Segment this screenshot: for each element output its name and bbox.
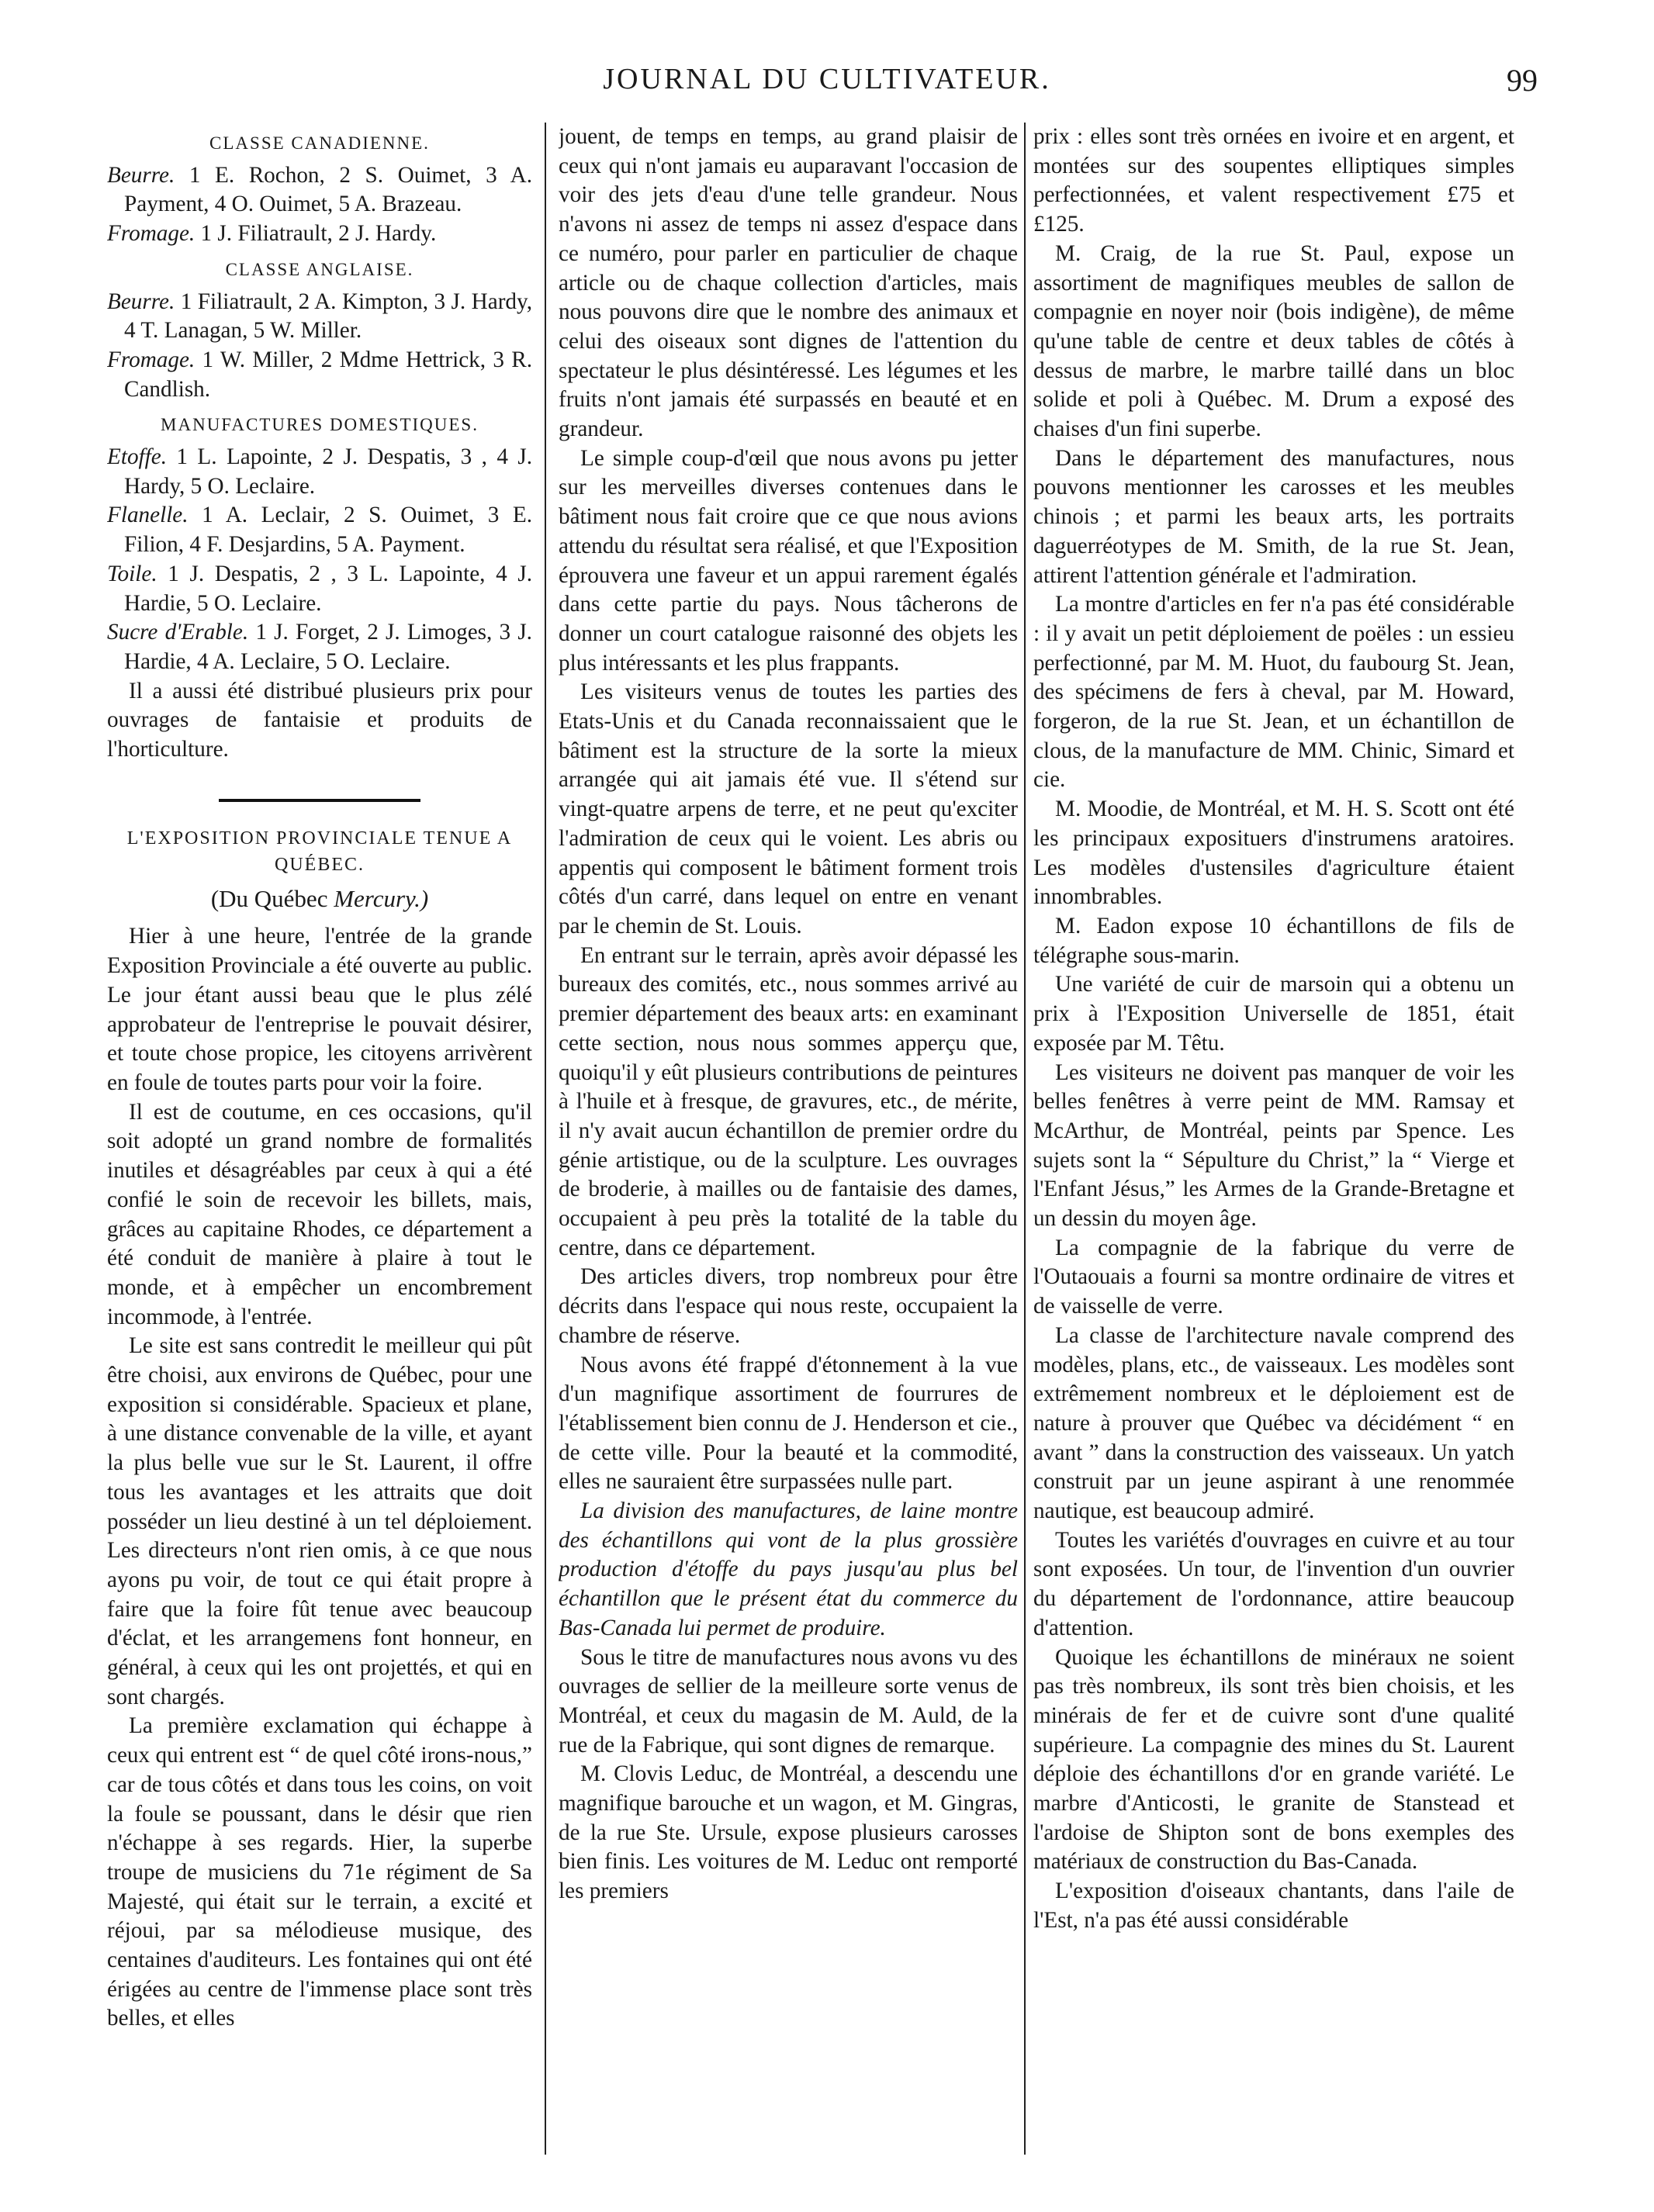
column-divider [545,123,546,2155]
paragraph: Hier à une heure, l'entrée de la grande Exposition Provinciale a été ouverte au public. Le jour étant aussi beau que le plus zélé approbateur de l'entreprise le pouvait désirer, et toute chose propice, les citoyens arrivèrent en foule de toutes parts pour voir la foire. [107,924,532,1095]
prize-winners: 1 Filiatrault, 2 A. Kimpton, 3 J. Hardy, 4 T. Lanagan, 5 W. Miller. [124,289,532,344]
paragraph: Il a aussi été distribué plusieurs prix pour ouvrages de fantaisie et produits de l'horticulture. [107,678,532,762]
paragraph: Toutes les variétés d'ouvrages en cuivre et au tour sont exposées. Un tour, de l'invention d'un ouvrier du département de l'ordonnance, attire beaucoup d'attention. [1033,1527,1514,1640]
prize-entry [107,219,532,249]
prize-label: Fromage. [107,347,196,372]
paragraph: La montre d'articles en fer n'a pas été considérable : il y avait un petit déploiement de poëles : un essieu perfectionné, par M. M. Huot, du faubourg St. Jean, des spécimens de fers à cheval, par M. Howard, forgeron, de la rue St. Jean, et un échantillon de clous, de la manufacture de MM. Chinic, Simard et cie. [1033,592,1514,793]
prize-list-anglaise [107,288,532,405]
prize-label: Beurre. [107,289,175,314]
paragraph: Nous avons été frappé d'étonnement à la vue d'un magnifique assortiment de fourrures de l'établissement bien connu de J. Henderson et cie., de cette ville. Pour la beauté et la commodité, elles ne sauraient être surpassées nulle part. [559,1352,1018,1495]
source-name: Mercury.) [334,884,429,912]
prize-label: Sucre d'Erable. [107,620,249,645]
prize-entry [107,501,532,559]
paragraph: Les visiteurs ne doivent pas manquer de voir les belles fenêtres à verre peint de MM. Ramsay et McArthur, de Montréal, peints par Spence. Les sujets sont la “ Sépulture du Christ,” la “ Vierge et l'Enfant Jésus,” les Armes de la Grande-Bretagne et un dessin du moyen âge. [1033,1059,1514,1232]
paragraph: M. Eadon expose 10 échantillons de fils de télégraphe sous-marin. [1033,913,1514,968]
column-divider [1024,123,1026,2155]
paragraph: En entrant sur le terrain, après avoir dépassé les bureaux des comités, etc., nous sommes arrivé au premier département des beaux arts: en examinant cette section, nous nous sommes apperçu que, quoiqu'il y eût plusieurs contributions de peintures à l'huile et à fresque, de gravures, etc., de mérite, il n'y avait aucun échantillon de premier ordre du génie artistique, ou de la sculpture. Les ouvrages de broderie, à mailles ou de fantaisie des dames, occupaient à peu près la totalité de la table du centre, dans ce département. [559,942,1018,1260]
section-heading-manufactures: MANUFACTURES DOMESTIQUES. [161,415,479,435]
prize-label: Flanelle. [107,503,189,528]
paragraph: Il est de coutume, en ces occasions, qu'il soit adopté un grand nombre de formalités inutiles et désagréables par ceux à qui a été confié le soin de recevoir les billets, mais, grâces au capitaine Rhodes, ce département a été conduit de manière à plaire à tout le monde, et à empêcher un encombrement incommode, à l'entrée. [107,1099,532,1329]
prize-entry [107,288,532,346]
prize-list-manufactures [107,443,532,677]
paragraph: M. Clovis Leduc, de Montréal, a descendu une magnifique barouche et un wagon, et M. Gingras, de la rue Ste. Ursule, expose plusieurs carosses bien finis. Les voitures de M. Leduc ont remporté les premiers [559,1761,1018,1904]
prize-winners: 1 L. Lapointe, 2 J. Despatis, 3 , 4 J. Hardy, 5 O. Leclaire. [124,444,532,499]
paragraph: Une variété de cuir de marsoin qui a obtenu un prix à l'Exposition Universelle de 1851, était exposée par M. Têtu. [1033,972,1514,1056]
prize-winners: 1 E. Rochon, 2 S. Ouimet, 3 A. Payment, 4 O. Ouimet, 5 A. Brazeau. [124,162,532,217]
prize-winners: 1 J. Despatis, 2 , 3 L. Lapointe, 4 J. Hardie, 5 O. Leclaire. [124,561,532,616]
prize-entry [107,618,532,676]
paragraph: M. Moodie, de Montréal, et M. H. S. Scott ont été les principaux exposituers d'instrumens aratoires. Les modèles d'ustensiles d'agriculture étaient innombrables. [1033,797,1514,910]
column-1 [107,123,532,2155]
article-heading: L'EXPOSITION PROVINCIALE TENUE A QUÉBEC. [126,828,513,875]
prize-label: Etoffe. [107,444,168,470]
paragraph: Les visiteurs venus de toutes les parties des Etats-Unis et du Canada reconnaissaient que le bâtiment est la structure de la sorte la mieux arrangée qui ait jamais été vue. Il s'étend sur vingt-quatre arpens de terre, et ne peut qu'exciter l'admiration de ceux qui le voient. Les abris ou appentis qui composent le bâtiment forment trois côtés d'un carré, dans lequel on entre en venant par le chemin de St. Louis. [559,679,1018,938]
prize-entry [107,346,532,404]
prize-label: Beurre. [107,162,175,188]
column-2 [559,123,1018,2155]
paragraph: La première exclamation qui échappe à ceux qui entrent est “ de quel côté irons-nous,” car de tous côtés et dans tous les coins, on voit la foule se poussant, dans le désir que rien n'échappe à ses regards. Hier, la superbe troupe de musiciens du 71e régiment de Sa Majesté, qui était sur le terrain, a excité et réjoui, par sa mélodieuse musique, des centaines d'auditeurs. Les fontaines qui ont été érigées au centre de l'immense place sont très belles, et elles [107,1713,532,2031]
paragraph: Dans le département des manufactures, nous pouvons mentionner les carosses et les meubles chinois ; et parmi les beaux arts, les portraits daguerréotypes de M. Smith, de la rue St. Jean, attirent l'attention générale et l'admiration. [1033,445,1514,588]
paragraph: Sous le titre de manufactures nous avons vu des ouvrages de sellier de la meilleure sorte venus de Montréal, et ceux du magasin de M. Auld, de la rue de la Fabrique, qui sont dignes de remarque. [559,1644,1018,1758]
prize-list-canadienne [107,161,532,249]
prize-winners: 1 J. Forget, 2 J. Limoges, 3 J. Hardie, 4 A. Leclaire, 5 O. Leclaire. [124,620,532,674]
prize-entry [107,560,532,618]
prize-entry [107,443,532,501]
prize-label: Fromage. [107,221,196,247]
page-number: 99 [1507,63,1538,98]
prize-winners: 1 J. Filiatrault, 2 J. Hardy. [195,221,437,247]
prize-winners: 1 A. Leclair, 2 S. Ouimet, 3 E. Filion, 4 F. Desjardins, 5 A. Payment. [124,503,532,558]
prize-label: Toile. [107,561,157,586]
journal-title: JOURNAL DU CULTIVATEUR. [603,63,1051,95]
paragraph: La compagnie de la fabrique du verre de l'Outaouais a fourni sa montre ordinaire de vitres et de vaisselle de verre. [1033,1235,1514,1319]
paragraph: La classe de l'architecture navale comprend des modèles, plans, etc., de vaisseaux. Les modèles sont extrêmement nombreux et le déploiement est de nature à prouver que Québec va décidément “ en avant ” dans la construction des vaisseaux. Un yatch construit par un jeune aspirant à une renommée nautique, est beaucoup admiré. [1033,1322,1514,1524]
paragraph: M. Craig, de la rue St. Paul, expose un assortiment de magnifiques meubles de sallon de compagnie en noyer noir (bois indigène), de même qu'une table de centre et deux tables de côtés à dessus de marbre, le marbre taillé dans un bloc solide et poli à Québec. M. Drum a exposé des chaises d'un fini superbe. [1033,240,1514,442]
separator-rule [219,799,420,802]
paragraph: Le simple coup-d'œil que nous avons pu jetter sur les merveilles diverses contenues dans le bâtiment nous fait croire que ce que nous avions attendu du résultat sera réalisé, et que l'Exposition éprouvera une faveur et un appui rarement égalés dans cette partie du pays. Nous tâcherons de donner un court catalogue raisonné des objets les plus intéressants et les plus frappants. [559,445,1018,676]
paragraph: L'exposition d'oiseaux chantants, dans l'aile de l'Est, n'a pas été aussi considérable [1033,1878,1514,1933]
paragraph: prix : elles sont très ornées en ivoire et en argent, et montées sur des soupentes elliptiques simples perfectionnées, et valent respectivement £75 et £125. [1033,124,1514,237]
prize-entry [107,161,532,219]
page-header [0,56,1654,110]
paragraph: jouent, de temps en temps, au grand plaisir de ceux qui n'ont jamais eu auparavant l'occasion de voir des jets d'eau d'une telle grandeur. Nous n'avons ni assez de temps ni assez d'espace dans ce numéro, pour parler en particulier de chaque article ou de chaque collection d'articles, mais nous pouvons dire que le nombre des animaux et celui des oiseaux sont dignes de l'attention du spectateur le plus désintéressé. Les légumes et les fruits n'ont jamais été surpassés en beauté et en grandeur. [559,124,1018,442]
paragraph: Des articles divers, trop nombreux pour être décrits dans l'espace qui nous reste, occupaient la chambre de réserve. [559,1264,1018,1348]
source-prefix: (Du Québec [210,884,334,912]
prize-winners: 1 W. Miller, 2 Mdme Hettrick, 3 R. Candlish. [124,347,532,402]
paragraph: La division des manufactures, de laine montre des échantillons qui vont de la plus grossière production d'étoffe du pays jusqu'au plus bel échantillon que le présent état du commerce du Bas-Canada lui permet de produire. [559,1498,1018,1640]
column-3 [1033,123,1514,2155]
paragraph: Le site est sans contredit le meilleur qui pût être choisi, aux environs de Québec, pour une exposition si considérable. Spacieux et plane, à une distance convenable de la ville, et ayant la plus belle vue sur le St. Laurent, il offre tous les avantages et les attraits que doit posséder un lieu destiné à un tel déploiement. Les directeurs n'ont rien omis, à ce que nous ayons pu voir, de tout ce qui était propre à faire que la foire fût tenue avec beaucoup d'éclat, et les arrangemens font honneur, en général, à ceux qui les ont projettés, et qui en sont chargés. [107,1333,532,1709]
section-heading-classe-anglaise: CLASSE ANGLAISE. [225,259,414,279]
paragraph: Quoique les échantillons de minéraux ne soient pas très nombreux, ils sont très bien choisis, et les minérais de fer et de cuivre sont d'une qualité supérieure. La compagnie des mines du St. Laurent déploie des échantillons d'or en grande variété. Le marbre d'Anticosti, le granite de Stanstead et l'ardoise de Shipton sont de bons exemples des matériaux de construction du Bas-Canada. [1033,1644,1514,1875]
article-source [107,884,532,914]
section-heading-classe-canadienne: CLASSE CANADIENNE. [209,133,430,153]
